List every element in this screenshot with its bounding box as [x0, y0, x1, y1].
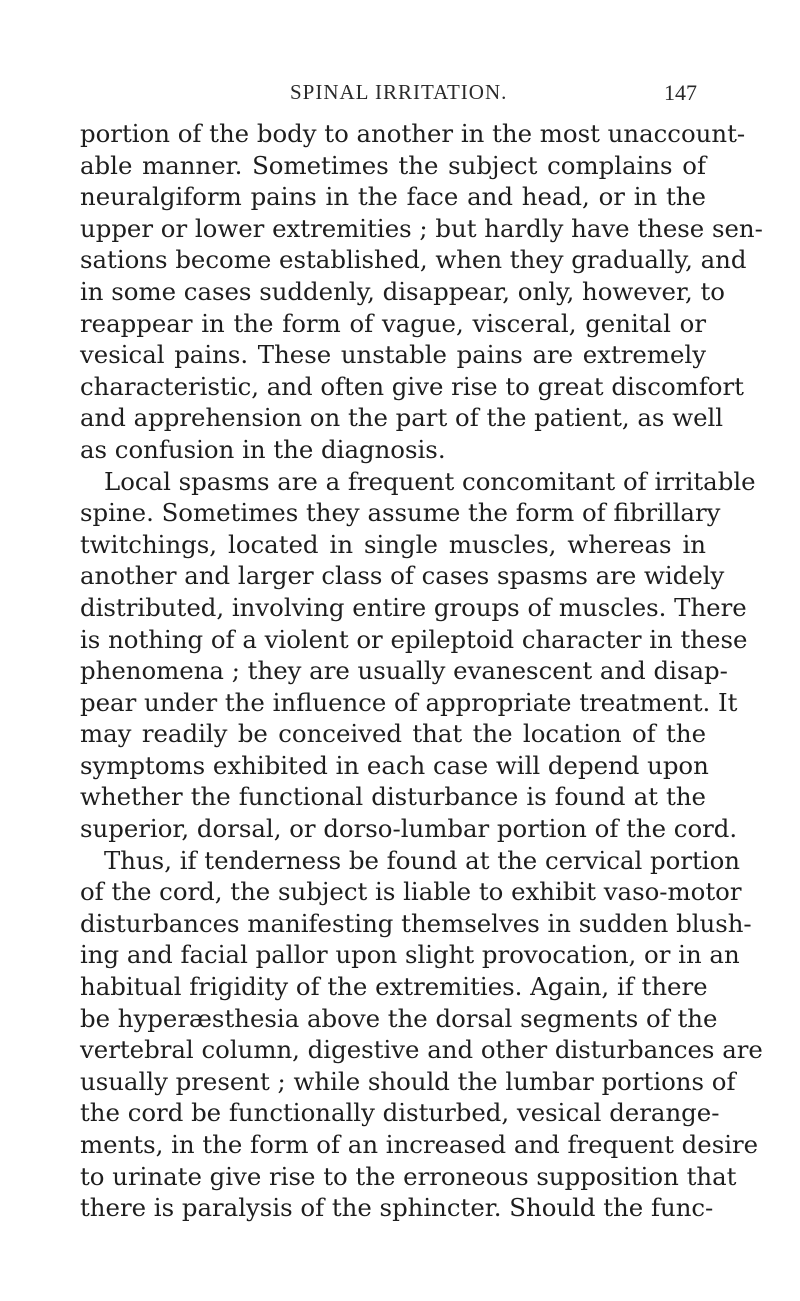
text-line: able manner. Sometimes the subject complains of — [80, 150, 706, 180]
running-title: SPINAL IRRITATION. — [290, 80, 508, 104]
text-line: ments, in the form of an increased and frequent desire — [80, 1130, 759, 1159]
text-line: phenomena ; they are usually evanescent and disap- — [80, 656, 728, 686]
text-line: disturbances manifesting themselves in sudden blush- — [80, 908, 752, 938]
text-line: Local spasms are a frequent concomitant of irritable — [104, 466, 756, 496]
text-line: whether the functional disturbance is found at the — [80, 782, 706, 812]
text-line: portion of the body to another in the most unaccount- — [80, 119, 746, 148]
page-number: 147 — [664, 80, 697, 105]
body-text — [80, 118, 763, 1224]
text-line: neuralgiform pains in the face and head, or in the — [80, 182, 706, 212]
text-line: there is paralysis of the sphincter. Should the func- — [80, 1193, 714, 1223]
text-line: ing and facial pallor upon slight provocation, or in an — [80, 940, 740, 970]
text-line: upper or lower extremities ; but hardly have these sen- — [80, 213, 763, 243]
text-line: and apprehension on the part of the patient, as well — [80, 403, 724, 433]
text-line: in some cases suddenly, disappear, only, however, to — [80, 276, 725, 306]
text-line: symptoms exhibited in each case will depend upon — [80, 750, 709, 780]
text-line: characteristic, and often give rise to great discomfort — [80, 371, 744, 401]
text-line: vesical pains. These unstable pains are extremely — [80, 340, 706, 370]
text-line: is nothing of a violent or epileptoid character in these — [80, 624, 748, 654]
text-line: of the cord, the subject is liable to exhibit vaso-motor — [80, 877, 742, 907]
text-line: distributed, involving entire groups of muscles. There — [80, 592, 747, 622]
paragraph-2 — [80, 466, 756, 845]
text-line: spine. Sometimes they assume the form of fibrillary — [80, 498, 721, 528]
paragraph-1 — [80, 118, 763, 466]
text-line: the cord be functionally disturbed, vesical derange- — [80, 1098, 720, 1128]
text-line: sations become established, when they gradually, and — [80, 245, 747, 275]
text-line: another and larger class of cases spasms are widely — [80, 561, 725, 591]
paragraph-3 — [80, 845, 763, 1224]
text-line: reappear in the form of vague, visceral, genital or — [80, 308, 706, 338]
text-line: habitual frigidity of the extremities. Again, if there — [80, 972, 708, 1002]
text-line: may readily be conceived that the location of the — [80, 719, 706, 749]
text-line: be hyperæsthesia above the dorsal segments of the — [80, 1003, 718, 1033]
running-head — [0, 80, 800, 110]
text-line: Thus, if tenderness be found at the cervical portion — [104, 845, 741, 875]
text-line: superior, dorsal, or dorso-lumbar portion of the cord. — [80, 814, 738, 844]
text-line: to urinate give rise to the erroneous supposition that — [80, 1161, 737, 1191]
text-line: pear under the influence of appropriate treatment. It — [80, 687, 738, 717]
text-line: twitchings, located in single muscles, whereas in — [80, 529, 706, 559]
text-line: as confusion in the diagnosis. — [80, 434, 446, 464]
text-line: vertebral column, digestive and other disturbances are — [80, 1035, 763, 1065]
text-line: usually present ; while should the lumbar portions of — [80, 1066, 736, 1096]
